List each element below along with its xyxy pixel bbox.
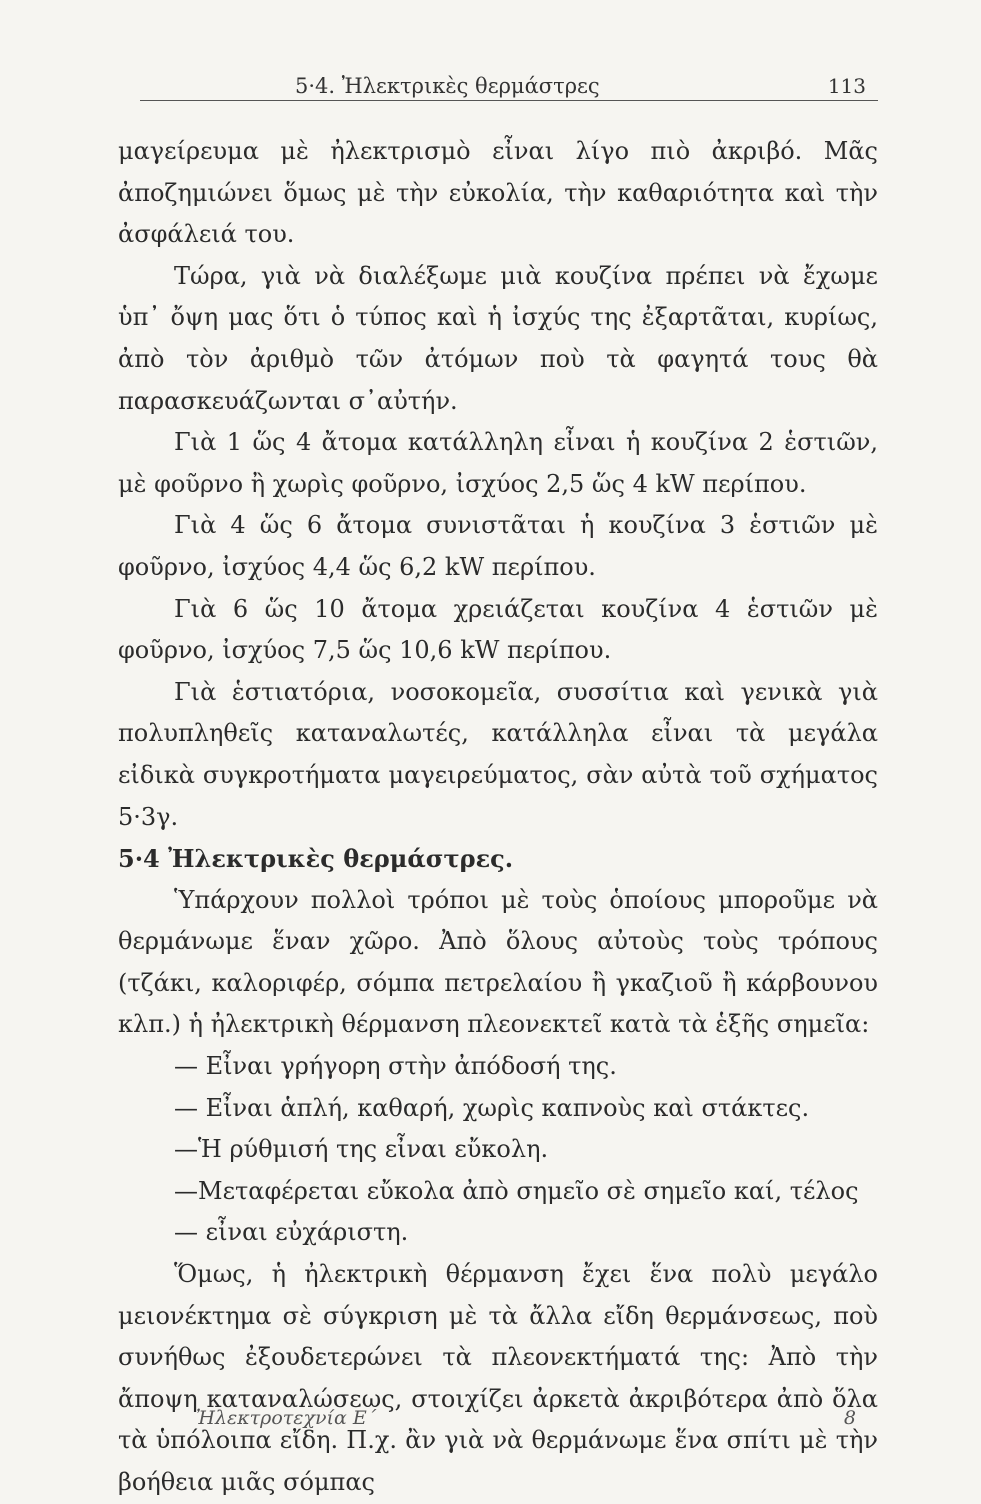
page-body [118, 131, 878, 1504]
paragraph-1-4-persons: Γιὰ 1 ὥς 4 ἄτομα κατάλληλη εἶναι ἡ κουζίνα 2 ἑστιῶν, μὲ φοῦρνο ἢ χωρὶς φοῦρνο, ἰσχύος 2,5 ὥς 4 kW περίπου. [118, 428, 878, 498]
paragraph-continued: μαγείρευμα μὲ ἠλεκτρισμὸ εἶναι λίγο πιὸ ἀκριβό. Μᾶς ἀποζημιώνει ὅμως μὲ τὴν εὐκολία, τὴν καθαριότητα καὶ τὴν ἀσφάλειά του. [118, 137, 878, 249]
paragraph-4-6-persons: Γιὰ 4 ὥς 6 ἄτομα συνιστᾶται ἡ κουζίνα 3 ἑστιῶν μὲ φοῦρνο, ἰσχύος 4,4 ὥς 6,2 kW περίπου. [118, 511, 878, 581]
list-item: — εἶναι εὐχάριστη. [174, 1218, 409, 1247]
list-item: — Εἶναι γρήγορη στὴν ἀπόδοσή της. [174, 1052, 617, 1081]
list-item: — Εἶναι ἁπλή, καθαρή, χωρὶς καπνοὺς καὶ στάκτες. [174, 1093, 810, 1122]
page-footer [196, 1407, 856, 1437]
page-number: 113 [827, 74, 866, 98]
running-title: 5·4. Ἠλεκτρικὲς θερμάστρες [295, 74, 600, 98]
running-header [140, 70, 878, 102]
paragraph-disadvantage: Ὅμως, ἡ ἠλεκτρικὴ θέρμανση ἔχει ἕνα πολὺ μεγάλο μειονέκτημα σὲ σύγκριση μὲ τὰ ἄλλα εἴδη θερμάνσεως, ποὺ συνήθως ἐξουδετερώνει τὰ πλεονεκτήματά της: Ἀπὸ τὴν ἄποψη καταναλώσεως, στοιχίζει ἀρκετὰ ἀκριβότερα ἀπὸ ὅλα τὰ ὑπόλοιπα εἴδη. Π.χ. ἂν γιὰ νὰ θερμάνωμε ἕνα σπίτι μὲ τὴν βοήθεια μιᾶς σόμπας [118, 1260, 878, 1496]
paragraph-large-kitchens: Γιὰ ἑστιατόρια, νοσοκομεῖα, συσσίτια καὶ γενικὰ γιὰ πολυπληθεῖς καταναλωτές, κατάλληλα εἶναι τὰ μεγάλα εἰδικὰ συγκροτήματα μαγειρεύματος, σὰν αὐτὰ τοῦ σχήματος 5·3γ. [118, 677, 878, 831]
section-heading: 5·4 Ἠλεκτρικὲς θερμάστρες. [118, 844, 514, 874]
header-rule [140, 100, 878, 101]
paragraph-heating-methods: Ὑπάρχουν πολλοὶ τρόποι μὲ τοὺς ὁποίους μποροῦμε νὰ θερμάνωμε ἕναν χῶρο. Ἀπὸ ὅλους αὐτοὺς τοὺς τρόπους (τζάκι, καλοριφέρ, σόμπα πετρελαίου ἢ γκαζιοῦ ἢ κάρβουνου κλπ.) ἡ ἠλεκτρικὴ θέρμανση πλεονεκτεῖ κατὰ τὰ ἑξῆς σημεῖα: [118, 885, 878, 1039]
footer-signature: 8 [843, 1407, 856, 1429]
footer-book-title: Ἠλεκτροτεχνία Ε΄ [196, 1407, 377, 1429]
list-item: —Μεταφέρεται εὔκολα ἀπὸ σημεῖο σὲ σημεῖο καί, τέλος [174, 1176, 859, 1205]
list-item: —Ἡ ρύθμισή της εἶναι εὔκολη. [174, 1135, 549, 1164]
paragraph-choosing-stove: Τώρα, γιὰ νὰ διαλέξωμε μιὰ κουζίνα πρέπει νὰ ἔχωμε ὑπ᾽ ὄψη μας ὅτι ὁ τύπος καὶ ἡ ἰσχύς της ἐξαρτᾶται, κυρίως, ἀπὸ τὸν ἀριθμὸ τῶν ἀτόμων ποὺ τὰ φαγητά τους θὰ παρασκευάζωνται σ᾽αὐτήν. [118, 261, 878, 415]
paragraph-6-10-persons: Γιὰ 6 ὥς 10 ἄτομα χρειάζεται κουζίνα 4 ἑστιῶν μὲ φοῦρνο, ἰσχύος 7,5 ὥς 10,6 kW περίπου. [118, 594, 878, 665]
